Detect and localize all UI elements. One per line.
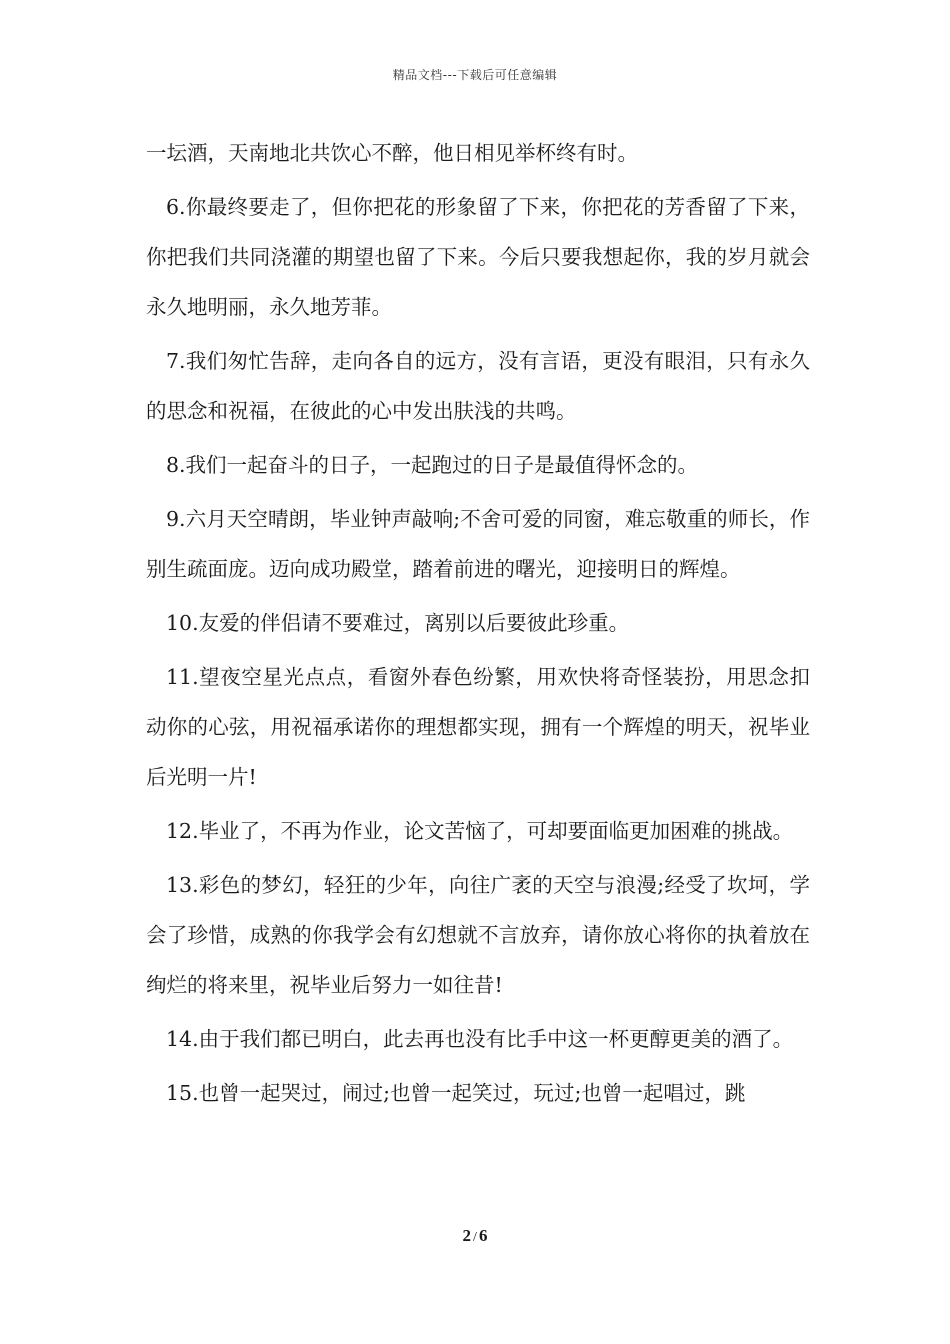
paragraph: 6.你最终要走了，但你把花的形象留了下来，你把花的芳香留了下来，你把我们共同浇灌的期望也留了下来。今后只要我想起你，我的岁月就会永久地明丽，永久地芳菲。 [146, 195, 810, 319]
paragraph: 14.由于我们都已明白，此去再也没有比手中这一杯更醇更美的酒了。 [166, 1027, 794, 1051]
paragraph: 7.我们匆忙告辞，走向各自的远方，没有言语，更没有眼泪，只有永久的思念和祝福，在彼此的心中发出肤浅的共鸣。 [146, 349, 810, 423]
paragraph: 9.六月天空晴朗，毕业钟声敲响;不舍可爱的同窗，难忘敬重的师长，作别生疏面庞。迈向成功殿堂，踏着前进的曙光，迎接明日的辉煌。 [146, 507, 810, 581]
total-pages-number: 6 [478, 1226, 488, 1245]
paragraph: 一坛酒，天南地北共饮心不醉，他日相见举杯终有时。 [146, 141, 638, 165]
paragraph: 8.我们一起奋斗的日子，一起跑过的日子是最值得怀念的。 [166, 453, 699, 477]
page-number [0, 1226, 950, 1246]
page-separator: / [473, 1230, 477, 1245]
paragraph: 12.毕业了，不再为作业，论文苦恼了，可却要面临更加困难的挑战。 [166, 819, 794, 843]
page-header: 精品文档---下载后可任意编辑 [392, 68, 558, 82]
paragraph: 15.也曾一起哭过，闹过;也曾一起笑过，玩过;也曾一起唱过，跳 [166, 1081, 746, 1105]
paragraph: 11.望夜空星光点点，看窗外春色纷繁，用欢快将奇怪装扮，用思念扣动你的心弦，用祝福承诺你的理想都实现，拥有一个辉煌的明天，祝毕业后光明一片! [146, 665, 810, 789]
paragraph: 13.彩色的梦幻，轻狂的少年，向往广袤的天空与浪漫;经受了坎坷，学会了珍惜，成熟的你我学会有幻想就不言放弃，请你放心将你的执着放在绚烂的将来里，祝毕业后努力一如往昔! [146, 873, 810, 997]
current-page-number: 2 [462, 1226, 472, 1245]
document-body [146, 128, 810, 1122]
paragraph: 10.友爱的伴侣请不要难过，离别以后要彼此珍重。 [166, 611, 630, 635]
